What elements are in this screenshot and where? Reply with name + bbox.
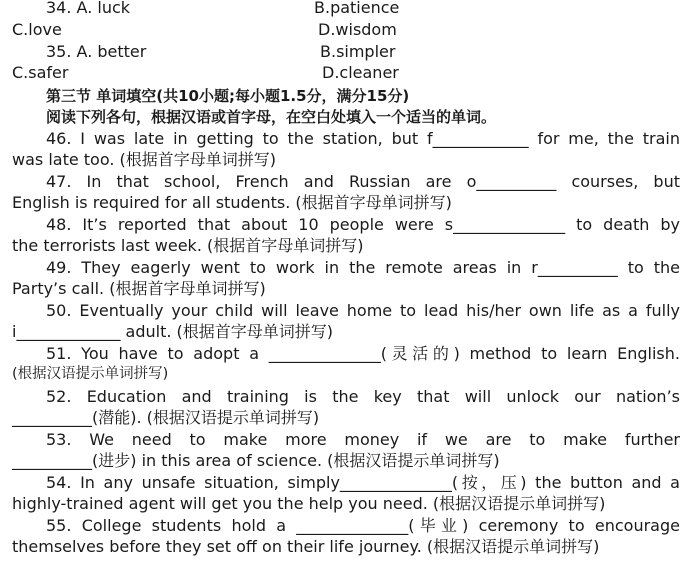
option-35d: D.cleaner	[322, 63, 399, 82]
option-34c: C.love	[12, 20, 62, 39]
question-53-line-2: __________(进步) in this area of science. (根据汉语提示单词拼写)	[12, 451, 500, 470]
option-34b: B.patience	[314, 0, 400, 17]
question-46-line-2: was late too. (根据首字母单词拼写)	[12, 150, 276, 169]
question-54-line-2: highly-trained agent will get you the help you need. (根据汉语提示单词拼写)	[12, 494, 606, 513]
question-46-line-1: 46. I was late in getting to the station, but f____________ for me, the train	[46, 129, 680, 148]
question-49-line-1: 49. They eagerly went to work in the remote areas in r__________ to the	[46, 258, 680, 277]
section-title: 第三节 单词填空(共10小题;每小题1.5分，满分15分)	[46, 87, 410, 105]
question-52-line-1: 52. Education and training is the key that will unlock our nation’s	[46, 387, 680, 406]
question-49-line-2: Party’s call. (根据首字母单词拼写)	[12, 279, 266, 298]
option-35c: C.safer	[12, 63, 69, 82]
option-34a: 34. A. luck	[46, 0, 131, 17]
question-47-line-2: English is required for all students. (根据首字母单词拼写)	[12, 193, 452, 212]
section-instruction: 阅读下列各句，根据汉语或首字母，在空白处填入一个适当的单词。	[46, 108, 497, 126]
question-55-line-1: 55. College students hold a ______________(毕业) ceremony to encourage	[46, 516, 680, 535]
question-53-line-1: 53. We need to make more money if we are to make further	[46, 430, 680, 449]
question-48-line-2: the terrorists last week. (根据首字母单词拼写)	[12, 236, 364, 255]
question-48-line-1: 48. It’s reported that about 10 people were s______________ to death by	[46, 215, 680, 234]
question-50-line-1: 50. Eventually your child will leave home to lead his/her own life as a fully	[46, 301, 680, 320]
question-55-line-2: themselves before they set off on their life journey. (根据汉语提示单词拼写)	[12, 537, 600, 556]
option-34d: D.wisdom	[318, 20, 397, 39]
question-54-line-1: 54. In any unsafe situation, simply______________(按，压) the button and a	[46, 473, 680, 492]
question-51-line-1: 51. You have to adopt a ______________(灵活的) method to learn English.	[46, 344, 680, 363]
option-35a: 35. A. better	[46, 42, 147, 61]
question-47-line-1: 47. In that school, French and Russian are o__________ courses, but	[46, 172, 680, 191]
question-50-line-2: i_____________ adult. (根据首字母单词拼写)	[12, 322, 334, 341]
option-35b: B.simpler	[320, 42, 396, 61]
question-51-line-2: (根据汉语提示单词拼写)	[12, 366, 169, 382]
question-52-line-2: __________(潜能). (根据汉语提示单词拼写)	[12, 408, 320, 427]
